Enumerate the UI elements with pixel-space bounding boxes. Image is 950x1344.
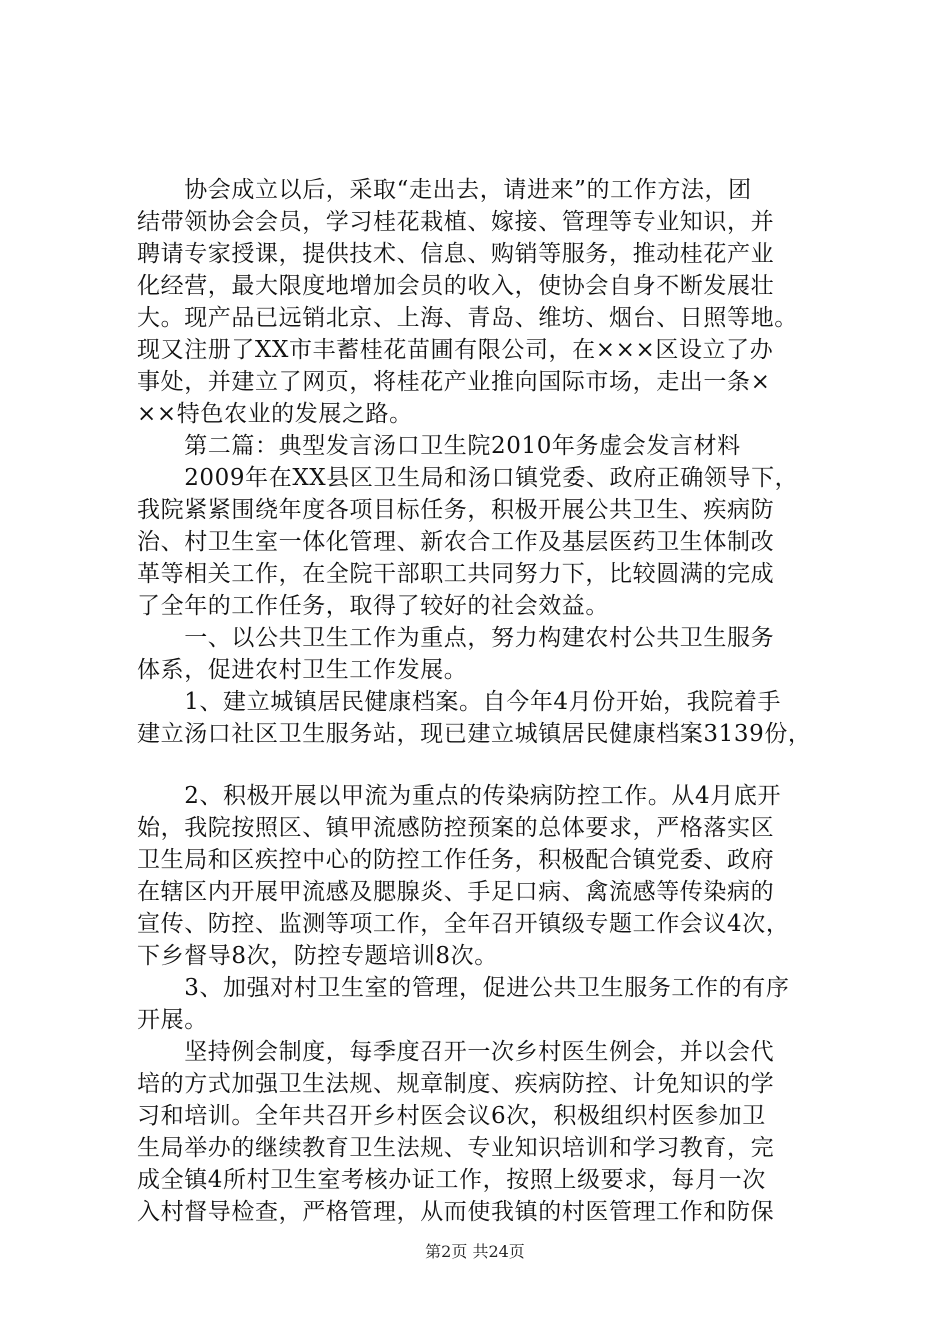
text-line: 下乡督导8次，防控专题培训8次。 (137, 943, 498, 969)
text-line: 体系，促进农村卫生工作发展。 (137, 657, 468, 683)
text-line: 卫生局和区疾控中心的防控工作任务，积极配合镇党委、政府 (137, 847, 775, 873)
text-line: 2、积极开展以甲流为重点的传染病防控工作。从4月底开 (137, 783, 782, 809)
text-line: 化经营，最大限度地增加会员的收入，使协会自身不断发展壮 (137, 273, 775, 299)
text-line: 了全年的工作任务，取得了较好的社会效益。 (137, 593, 609, 619)
text-line: 现又注册了XX市丰蓄桂花苗圃有限公司，在×××区设立了办 (137, 337, 774, 363)
text-line: 1、建立城镇居民健康档案。自今年4月份开始，我院着手 (137, 689, 782, 715)
text-line: 成全镇4所村卫生室考核办证工作，按照上级要求，每月一次 (137, 1167, 766, 1193)
text-line: 坚持例会制度，每季度召开一次乡村医生例会，并以会代 (137, 1039, 775, 1065)
text-line: 革等相关工作，在全院干部职工共同努力下，比较圆满的完成 (137, 561, 775, 587)
text-line: 治、村卫生室一体化管理、新农合工作及基层医药卫生体制改 (137, 529, 775, 555)
text-line: 聘请专家授课，提供技术、信息、购销等服务，推动桂花产业 (137, 241, 775, 267)
page-footer: 第2页 共24页 (425, 1242, 525, 1261)
text-line: 在辖区内开展甲流感及腮腺炎、手足口病、禽流感等传染病的 (137, 879, 775, 905)
text-line: 培的方式加强卫生法规、规章制度、疾病防控、计免知识的学 (137, 1071, 775, 1097)
text-line: 大。现产品已远销北京、上海、青岛、维坊、烟台、日照等地。 (137, 305, 798, 331)
text-line: 入村督导检查，严格管理，从而使我镇的村医管理工作和防保 (137, 1199, 775, 1225)
text-line: 生局举办的继续教育卫生法规、专业知识培训和学习教育，完 (137, 1135, 775, 1161)
text-line: 一、以公共卫生工作为重点，努力构建农村公共卫生服务 (137, 625, 775, 651)
text-line: 始，我院按照区、镇甲流感防控预案的总体要求，严格落实区 (137, 815, 775, 841)
text-line: ××特色农业的发展之路。 (137, 401, 413, 427)
text-line: 结带领协会会员，学习桂花栽植、嫁接、管理等专业知识，并 (137, 209, 775, 235)
text-line: 习和培训。全年共召开乡村医会议6次，积极组织村医参加卫 (137, 1103, 766, 1129)
text-line: 建立汤口社区卫生服务站，现已建立城镇居民健康档案3139份， (137, 721, 812, 747)
section-heading: 第二篇：典型发言汤口卫生院2010年务虚会发言材料 (137, 433, 741, 459)
text-line: 开展。 (137, 1007, 208, 1033)
text-line: 宣传、防控、监测等项工作，全年召开镇级专题工作会议4次， (137, 911, 790, 937)
text-line: 事处，并建立了网页，将桂花产业推向国际市场，走出一条× (137, 369, 771, 395)
text-line: 3、加强对村卫生室的管理，促进公共卫生服务工作的有序 (137, 975, 790, 1001)
text-line: 我院紧紧围绕年度各项目标任务，积极开展公共卫生、疾病防 (137, 497, 775, 523)
text-line: 协会成立以后，采取“走出去，请进来”的工作方法，团 (137, 177, 752, 203)
text-line: 2009年在XX县区卫生局和汤口镇党委、政府正确领导下， (137, 465, 799, 491)
